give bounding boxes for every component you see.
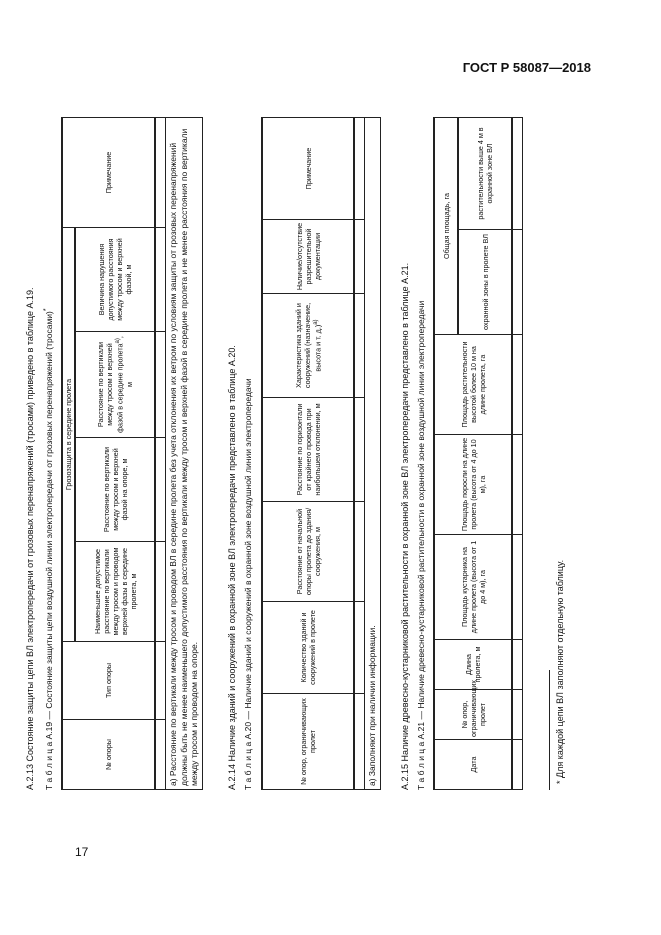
- table-a21-caption: Т а б л и ц а А.21 — Наличие древесно-кустарниковой растительности в охранной зоне воздушной линии электропередачи: [416, 300, 426, 790]
- col-distance-from-start: Расстояние от начальной опоры пролета до здания/сооружения, м: [262, 502, 354, 602]
- col-zone-area: охранной зоны в пролете ВЛ: [458, 230, 512, 335]
- col-span-supports: № опор, ограничивающих пролет: [434, 690, 512, 740]
- page-number: 17: [75, 845, 89, 859]
- col-vertical-on-support: Расстояние по вертикали между тросом и верхней фазой на опоре, м: [75, 438, 155, 542]
- col-note: Примечание: [62, 117, 155, 227]
- table-a20-footnote: а) Заполняют при наличии информации.: [365, 118, 381, 790]
- col-vertical-mid-sup: а): [115, 338, 122, 344]
- col-above4-area: растительности выше 4 м в охранной зоне ВЛ: [458, 117, 512, 229]
- table-a19-caption-text: Т а б л и ц а А.19 — Состояние защиты цепи воздушной линии электропередачи от грозовых перенапряжений (тросами): [43, 311, 54, 790]
- col-vertical-mid-unit: , м: [115, 336, 134, 387]
- col-group-total-area: Общая площадь, га: [434, 117, 458, 334]
- table-a20-caption: Т а б л и ц а А.20 — Наличие зданий и сооружений в охранной зоне воздушной линии электропередачи: [243, 378, 253, 790]
- col-vertical-mid-span: [75, 332, 155, 438]
- col-support-number: № опоры: [62, 720, 155, 790]
- table-a20: [261, 117, 381, 790]
- col-building-char-sup: а): [312, 319, 319, 325]
- col-violation: Величина нарушения допустимого расстояния между тросом и верхней фазой, м: [75, 227, 155, 331]
- col-building-char-text: Характеристика зданий и сооружений (назначение, высота и т. д.): [293, 302, 323, 389]
- col-span-supports: № опор, ограничивающих пролет: [262, 694, 354, 790]
- col-building-characteristics: [262, 294, 354, 398]
- col-growth-area: Площадь поросли на длине пролета (высота от 4 до 10 м), га: [434, 435, 512, 535]
- footnote-divider: [549, 670, 550, 790]
- section-a214-intro: A.2.14 Наличие зданий и сооружений в охранной зоне ВЛ электропередачи представлено в таблице А.20.: [227, 345, 237, 790]
- table-a19: [61, 117, 203, 790]
- section-a213-intro: A.2.13 Состояние защиты цепи ВЛ электропередачи от грозовых перенапряжений (тросами) приведено в таблице А.19.: [25, 287, 35, 790]
- col-distance-from-wire: Расстояние по горизонтали от крайнего провода при наибольшем отклонении, м: [262, 398, 354, 502]
- section-a215-intro: A.2.15 Наличие древесно-кустарниковой растительности в охранной зоне ВЛ электропередачи представлено в таблице А.21.: [400, 262, 410, 790]
- caption-footnote-mark: *: [42, 308, 50, 312]
- document-header: ГОСТ Р 58087—2018: [462, 60, 591, 75]
- col-tall-plants-area: Площадь растительности высотой более 10 м на длине пролета, га: [434, 335, 512, 435]
- col-date: Дата: [434, 740, 512, 790]
- rotated-page-content: [25, 90, 585, 790]
- table-a19-caption: [41, 308, 55, 790]
- col-span-length: Длина пролета, м: [434, 640, 512, 690]
- col-permit-docs: Наличие/отсутствие разрешительной документации: [262, 220, 354, 294]
- col-building-count: Количество зданий и сооружений в пролете: [262, 602, 354, 694]
- col-group-lightning: Грозозащита в середине пролета: [62, 227, 75, 641]
- col-support-type: Тип опоры: [62, 642, 155, 720]
- col-note: Примечание: [262, 118, 354, 220]
- col-shrub-area: Площадь кустарника на длине пролета (высота от 1 до 4 м), га: [434, 535, 512, 640]
- table-a21: [433, 117, 523, 790]
- page-footnote: * Для каждой цепи ВЛ заполняют отдельную таблицу.: [555, 559, 565, 784]
- table-a19-footnote: а) Расстояние по вертикали между тросом и проводом ВЛ в середине пролета без учета отклонения их ветром по условиям защиты от грозовых перенапряжений должны быть не менее наименьшего допустимого расстояния по вертикали между тросом и верхней фазой в середине пролета и не менее расстояния по вертикали между тросом и проводом на опоре.: [166, 117, 203, 789]
- col-vertical-mid-text: Расстояние по вертикали между тросом и верхней фазой в середине пролета: [96, 341, 125, 433]
- col-min-distance: Наименьшее допустимое расстояние по вертикали между тросом и проводом верхней фазы в середине пролета, м: [75, 542, 155, 642]
